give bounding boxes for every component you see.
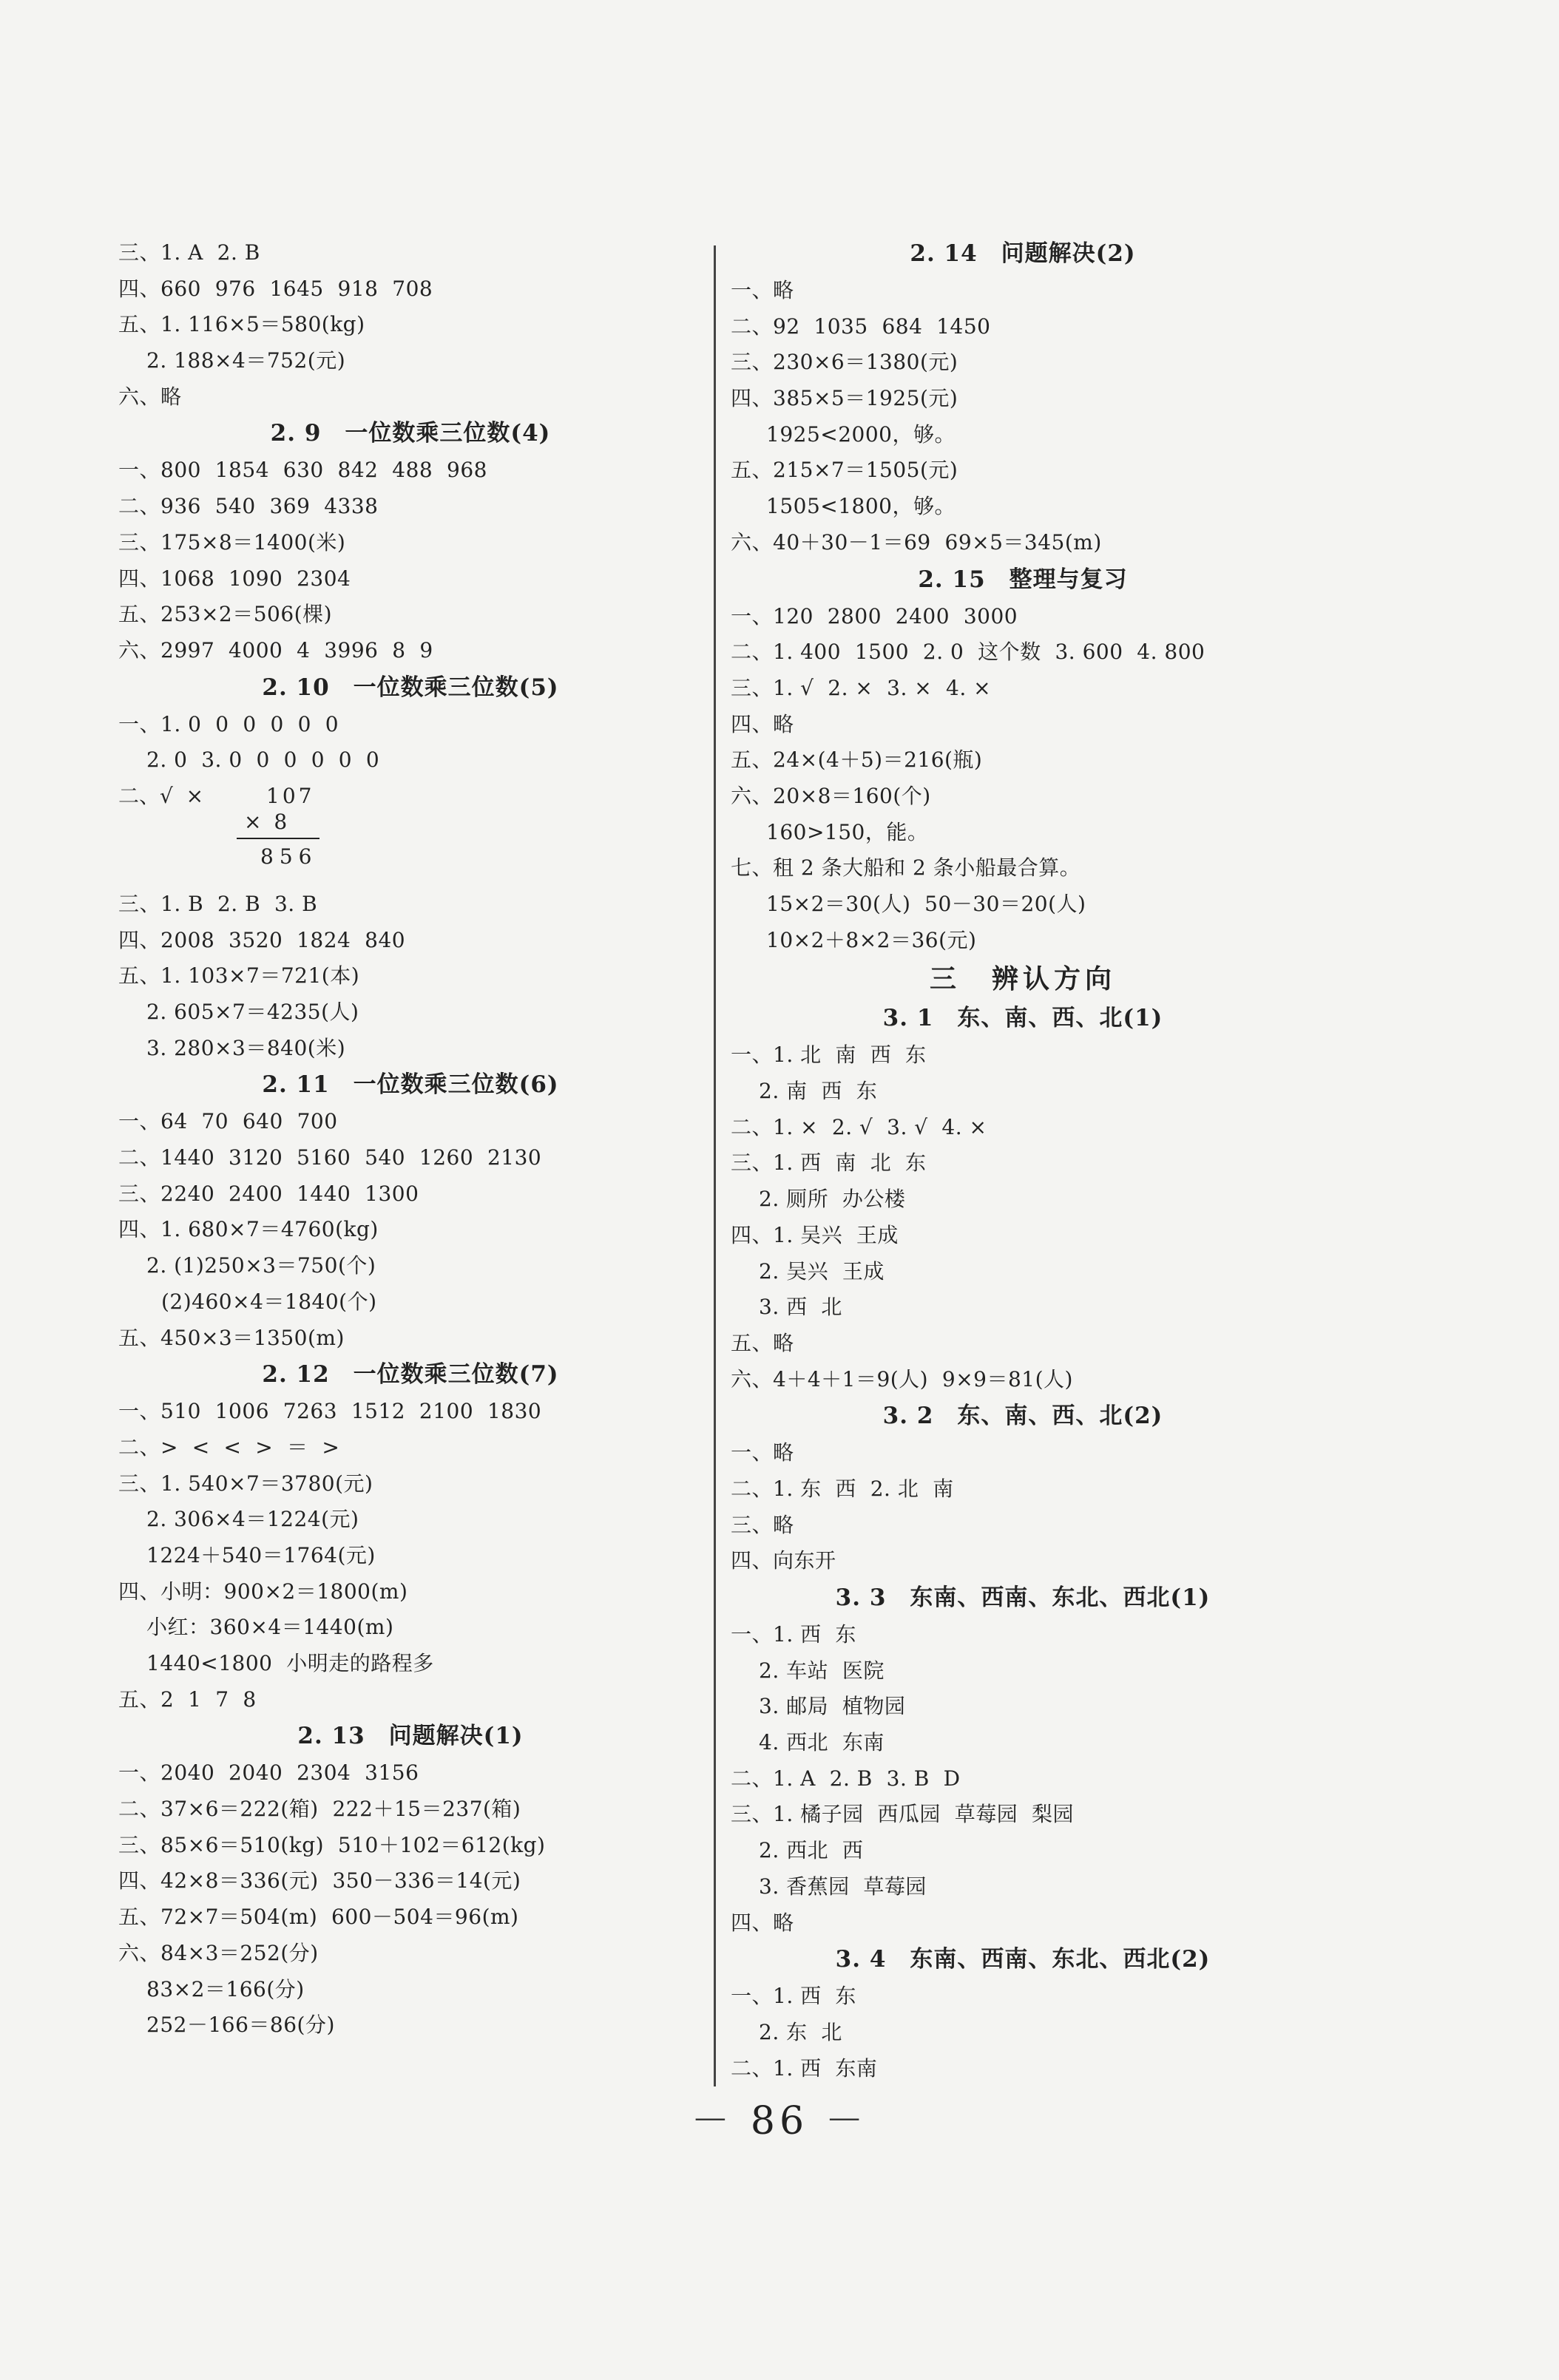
answer-line: 三、2240 2400 1440 1300 (118, 1181, 419, 1206)
multiplicand: 107 (266, 783, 315, 808)
answer-line: 五、1. 103×7＝721(本) (118, 963, 360, 989)
answer-line: 一、64 70 640 700 (118, 1109, 338, 1134)
section-title: 2. 10 一位数乘三位数(5) (262, 674, 559, 701)
answer-line: 二、> < < > ＝ > (118, 1434, 340, 1459)
answer-line: 一、800 1854 630 842 488 968 (118, 458, 487, 483)
answer-line: 五、215×7＝1505(元) (731, 458, 958, 483)
answer-line: 五、24×(4＋5)＝216(瓶) (731, 747, 983, 773)
answer-line: 2. 东 北 (759, 2019, 842, 2044)
answer-line: 3. 280×3＝840(米) (146, 1035, 346, 1060)
answer-line: 四、1. 吴兴 王成 (731, 1222, 899, 1247)
section-title: 3. 1 东、南、西、北(1) (882, 1005, 1163, 1032)
answer-line: 二、1440 3120 5160 540 1260 2130 (118, 1145, 542, 1170)
answer-line: 五、72×7＝504(m) 600－504＝96(m) (118, 1905, 519, 1930)
answer-line: 一、2040 2040 2304 3156 (118, 1760, 419, 1786)
answer-line: 一、120 2800 2400 3000 (731, 603, 1018, 628)
answer-line: 三、1. A 2. B (118, 240, 260, 265)
answer-line: 六、2997 4000 4 3996 8 9 (118, 637, 433, 662)
answer-line: 三、85×6＝510(kg) 510＋102＝612(kg) (118, 1832, 546, 1857)
answer-line: 小红：360×4＝1440(m) (146, 1615, 394, 1640)
answer-line: 2. 南 西 东 (759, 1079, 878, 1104)
answer-line: 三、175×8＝1400(米) (118, 529, 346, 555)
section-title: 2. 15 整理与复习 (918, 566, 1128, 593)
answer-line: 二、√ × (118, 783, 204, 808)
answer-line: 六、84×3＝252(分) (118, 1940, 319, 1965)
answer-line: 六、略 (118, 384, 182, 409)
answer-line: 1440<1800 小明走的路程多 (146, 1651, 434, 1675)
answer-line: 2. 188×4＝752(元) (146, 348, 346, 373)
answer-line: (2)460×4＝1840(个) (161, 1289, 377, 1314)
answer-line: 二、92 1035 684 1450 (731, 313, 991, 339)
answer-line: 83×2＝166(分) (146, 1976, 305, 2001)
answer-line: 三、1. B 2. B 3. B (118, 891, 318, 916)
answer-line: 252－166＝86(分) (146, 2013, 335, 2038)
answer-line: 三、1. 540×7＝3780(元) (118, 1471, 373, 1496)
answer-line: 2. 306×4＝1224(元) (146, 1507, 359, 1532)
section-title: 3. 4 东南、西南、东北、西北(2) (835, 1946, 1211, 1973)
answer-line: 四、42×8＝336(元) 350－336＝14(元) (118, 1868, 521, 1894)
answer-line: 一、略 (731, 1440, 794, 1465)
answer-line: 一、1. 北 南 西 东 (731, 1042, 927, 1068)
answer-line: 四、1068 1090 2304 (118, 566, 351, 591)
answer-line: 四、385×5＝1925(元) (731, 386, 958, 411)
answer-line: 2. 厕所 办公楼 (759, 1187, 906, 1212)
answer-line: 二、1. 西 东南 (731, 2055, 878, 2081)
answer-line: 3. 西 北 (759, 1295, 842, 1320)
section-title: 3. 3 东南、西南、东北、西北(1) (835, 1584, 1211, 1611)
answer-line: 三、1. √ 2. × 3. × 4. × (731, 675, 992, 700)
answer-line: 二、37×6＝222(箱) 222＋15＝237(箱) (118, 1797, 521, 1822)
answer-line: 2. 吴兴 王成 (759, 1258, 885, 1284)
answer-line: 六、4＋4＋1＝9(人) 9×9＝81(人) (731, 1366, 1073, 1391)
answer-line: 二、936 540 369 4338 (118, 494, 379, 519)
answer-line: 四、略 (731, 1910, 794, 1935)
answer-line: 一、1. 西 东 (731, 1622, 856, 1647)
answer-line: 一、1. 0 0 0 0 0 0 (118, 711, 339, 736)
answer-line: 四、小明：900×2＝1800(m) (118, 1579, 408, 1604)
answer-line: 四、略 (731, 711, 794, 736)
answer-line: 五、450×3＝1350(m) (118, 1325, 345, 1350)
product: 856 (260, 844, 318, 869)
answer-line: 一、略 (731, 278, 794, 302)
answer-line: 1505<1800，够。 (766, 494, 956, 519)
answer-line: 二、1. A 2. B 3. B D (731, 1766, 961, 1791)
answer-line: 2. 605×7＝4235(人) (146, 1000, 359, 1024)
section-title: 2. 14 问题解决(2) (910, 240, 1136, 267)
answer-line: 2. 车站 医院 (759, 1658, 885, 1683)
answer-line: 1925<2000，够。 (766, 421, 956, 447)
section-title: 2. 13 问题解决(1) (297, 1723, 524, 1750)
answer-line: 2. 西北 西 (759, 1838, 864, 1863)
answer-line: 六、40＋30－1＝69 69×5＝345(m) (731, 529, 1102, 555)
column-divider (714, 245, 716, 2086)
page-number: － 86 － (691, 2099, 868, 2143)
answer-line: 一、510 1006 7263 1512 2100 1830 (118, 1399, 542, 1424)
answer-line: 3. 邮局 植物园 (759, 1694, 906, 1719)
answer-line: 四、660 976 1645 918 708 (118, 276, 433, 301)
answer-line: 二、1. × 2. √ 3. √ 4. × (731, 1114, 987, 1139)
answer-line: 五、2 1 7 8 (118, 1686, 257, 1712)
answer-line: 一、1. 西 东 (731, 1984, 856, 2009)
answer-line: 七、租 2 条大船和 2 条小船最合算。 (731, 855, 1081, 881)
answer-line: 五、略 (731, 1330, 794, 1355)
answer-line: 四、2008 3520 1824 840 (118, 927, 406, 952)
answer-line: 四、向东开 (731, 1548, 836, 1573)
answer-line: 五、253×2＝506(棵) (118, 602, 333, 627)
answer-line: 2. 0 3. 0 0 0 0 0 0 (146, 747, 380, 773)
answer-line: 六、20×8＝160(个) (731, 783, 931, 808)
section-title: 2. 9 一位数乘三位数(4) (270, 420, 551, 447)
answer-line: 1224＋540＝1764(元) (146, 1542, 376, 1567)
answer-line: 2. (1)250×3＝750(个) (146, 1253, 376, 1278)
unit-title: 三 辨认方向 (929, 963, 1116, 995)
answer-line: 四、1. 680×7＝4760(kg) (118, 1217, 379, 1242)
answer-line: 3. 香蕉园 草莓园 (759, 1874, 927, 1899)
left-column (118, 235, 703, 2044)
answer-line: 160>150，能。 (766, 819, 929, 844)
vertical-multiplication (118, 779, 703, 886)
answer-line: 五、1. 116×5＝580(kg) (118, 312, 365, 337)
right-column (731, 235, 1315, 2086)
answer-line: 三、略 (731, 1512, 794, 1537)
section-title: 2. 11 一位数乘三位数(6) (262, 1071, 559, 1099)
answer-line: 10×2＋8×2＝36(元) (766, 927, 977, 952)
section-title: 2. 12 一位数乘三位数(7) (262, 1361, 559, 1389)
answer-line: 15×2＝30(人) 50－30＝20(人) (766, 892, 1086, 916)
section-title: 3. 2 东、南、西、北(2) (882, 1403, 1163, 1430)
answer-line: 三、1. 橘子园 西瓜园 草莓园 梨园 (731, 1802, 1075, 1827)
answer-line: 4. 西北 东南 (759, 1730, 885, 1755)
multiplier: × 8 (244, 809, 291, 834)
answer-line: 二、1. 东 西 2. 北 南 (731, 1476, 954, 1501)
answer-line: 二、1. 400 1500 2. 0 这个数 3. 600 4. 800 (731, 640, 1205, 665)
answer-line: 三、1. 西 南 北 东 (731, 1150, 927, 1176)
answer-line: 三、230×6＝1380(元) (731, 350, 958, 375)
